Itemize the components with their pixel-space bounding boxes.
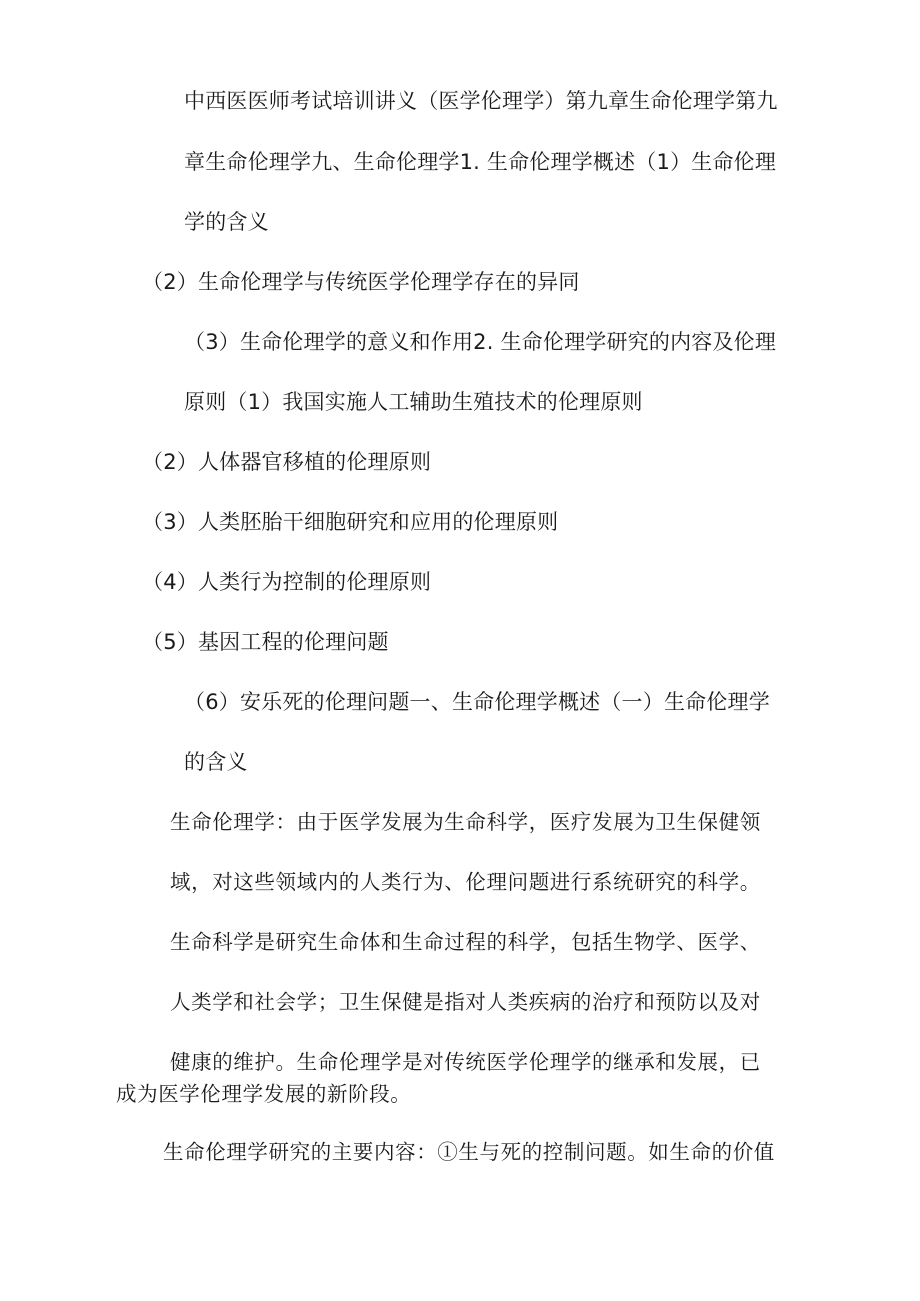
heading-line-3: 学的含义 — [184, 210, 269, 234]
paragraph-life-science-line-1: 生命科学是研究生命体和生命过程的科学，包括生物学、医学、 — [170, 930, 761, 954]
outline-item-2-6: （6）安乐死的伦理问题一、生命伦理学概述（一）生命伦理学 — [184, 690, 770, 714]
outline-item-2-1: 原则（1）我国实施人工辅助生殖技术的伦理原则 — [184, 390, 643, 414]
outline-item-2-2: （2）人体器官移植的伦理原则 — [142, 450, 432, 474]
outline-item-1-3: （3）生命伦理学的意义和作用2. 生命伦理学研究的内容及伦理 — [184, 330, 777, 354]
paragraph-definition-line-2: 域，对这些领域内的人类行为、伦理问题进行系统研究的科学。 — [170, 870, 761, 894]
paragraph-life-science-line-2: 人类学和社会学；卫生保健是指对人类疾病的治疗和预防以及对 — [170, 990, 761, 1014]
outline-item-2-4: （4）人类行为控制的伦理原则 — [142, 570, 432, 594]
heading-line-2: 章生命伦理学九、生命伦理学1. 生命伦理学概述（1）生命伦理 — [184, 150, 777, 174]
paragraph-definition-line-1: 生命伦理学：由于医学发展为生命科学，医疗发展为卫生保健领 — [170, 810, 761, 834]
section-heading-continued: 的含义 — [184, 750, 248, 774]
outline-item-2-3: （3）人类胚胎干细胞研究和应用的伦理原则 — [142, 510, 559, 534]
heading-line-1: 中西医医师考试培训讲义（医学伦理学）第九章生命伦理学第九 — [184, 89, 778, 113]
paragraph-life-science-line-3: 健康的维护。生命伦理学是对传统医学伦理学的继承和发展，已 — [170, 1050, 761, 1074]
outline-item-2-5: （5）基因工程的伦理问题 — [142, 630, 389, 654]
paragraph-main-content-line-1: 生命伦理学研究的主要内容：①生与死的控制问题。如生命的价值 — [163, 1140, 775, 1164]
paragraph-life-science-line-4: 成为医学伦理学发展的新阶段。 — [116, 1082, 412, 1106]
outline-item-1-2: （2）生命伦理学与传统医学伦理学存在的异同 — [142, 270, 580, 294]
